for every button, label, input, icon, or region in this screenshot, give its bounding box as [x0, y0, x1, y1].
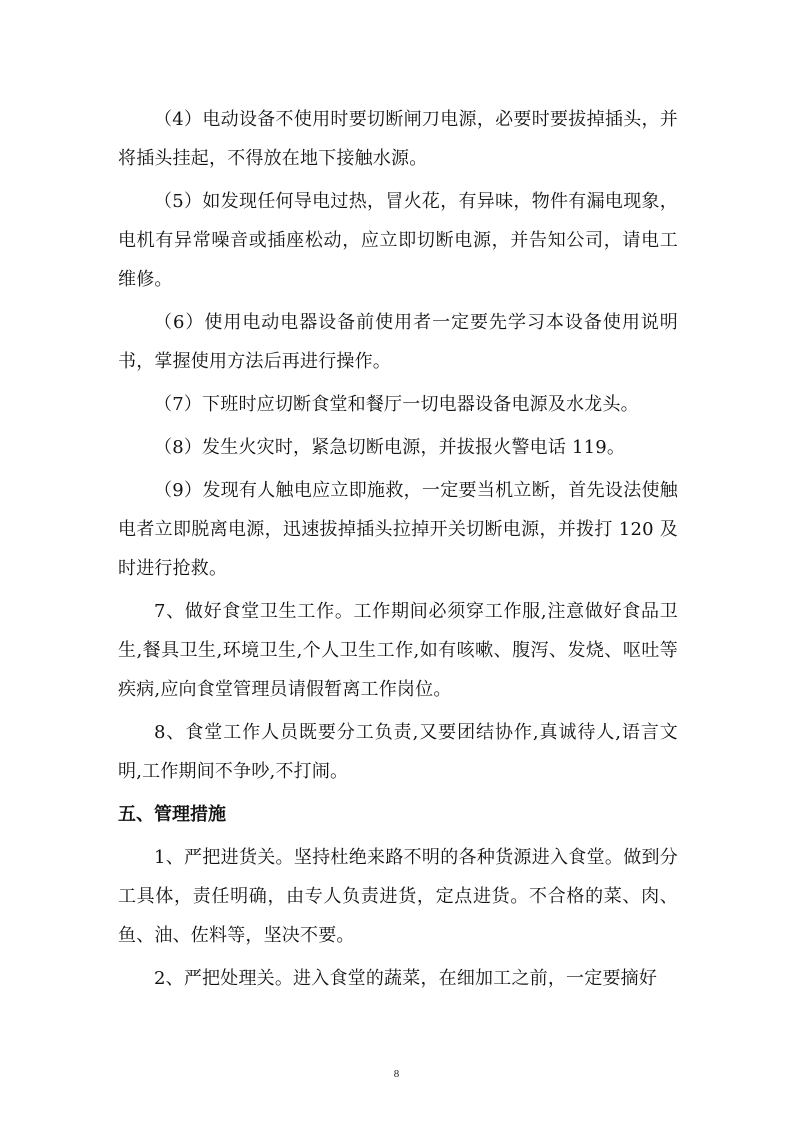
paragraph-4-electric-equipment: （4）电动设备不使用时要切断闸刀电源，必要时要拔掉插头，并将插头挂起，不得放在地下接触水源。	[118, 109, 678, 169]
paragraph-9-electric-shock: （9）发现有人触电应立即施救，一定要当机立断，首先设法使触电者立即脱离电源，迅速拔掉插头拉掉开关切断电源，并拨打 120 及时进行抢救。	[118, 480, 678, 579]
paragraph-hygiene: 7、做好食堂卫生工作。工作期间必须穿工作服,注意做好食品卫生,餐具卫生,环境卫生,个人卫生工作,如有咳嗽、腹泻、发烧、呕吐等疾病,应向食堂管理员请假暂离工作岗位。	[118, 601, 678, 700]
paragraph-5-overheating: （5）如发现任何导电过热，冒火花，有异味，物件有漏电现象，电机有异常噪音或插座松动，应立即切断电源，并告知公司，请电工维修。	[118, 191, 678, 290]
paragraph-6-read-manual: （6）使用电动电器设备前使用者一定要先学习本设备使用说明书，掌握使用方法后再进行操作。	[118, 312, 678, 372]
paragraph-8-fire: （8）发生火灾时，紧急切断电源，并拔报火警电话 119。	[154, 437, 626, 458]
section-heading: 五、管理措施	[118, 804, 226, 825]
paragraph-purchase-control: 1、严把进货关。坚持杜绝来路不明的各种货源进入食堂。做到分工具体，责任明确，由专人负责进货，定点进货。不合格的菜、肉、鱼、油、佐料等，坚决不要。	[118, 847, 678, 946]
page-content	[118, 100, 678, 1002]
paragraph-7-shutdown: （7）下班时应切断食堂和餐厅一切电器设备电源及水龙头。	[154, 394, 639, 415]
paragraph-teamwork: 8、食堂工作人员既要分工负责,又要团结协作,真诚待人,语言文明,工作期间不争吵,不打闹。	[118, 722, 678, 782]
page-number: 8	[393, 1068, 400, 1080]
paragraph-processing-control: 2、严把处理关。进入食堂的蔬菜，在细加工之前，一定要摘好	[154, 968, 658, 989]
